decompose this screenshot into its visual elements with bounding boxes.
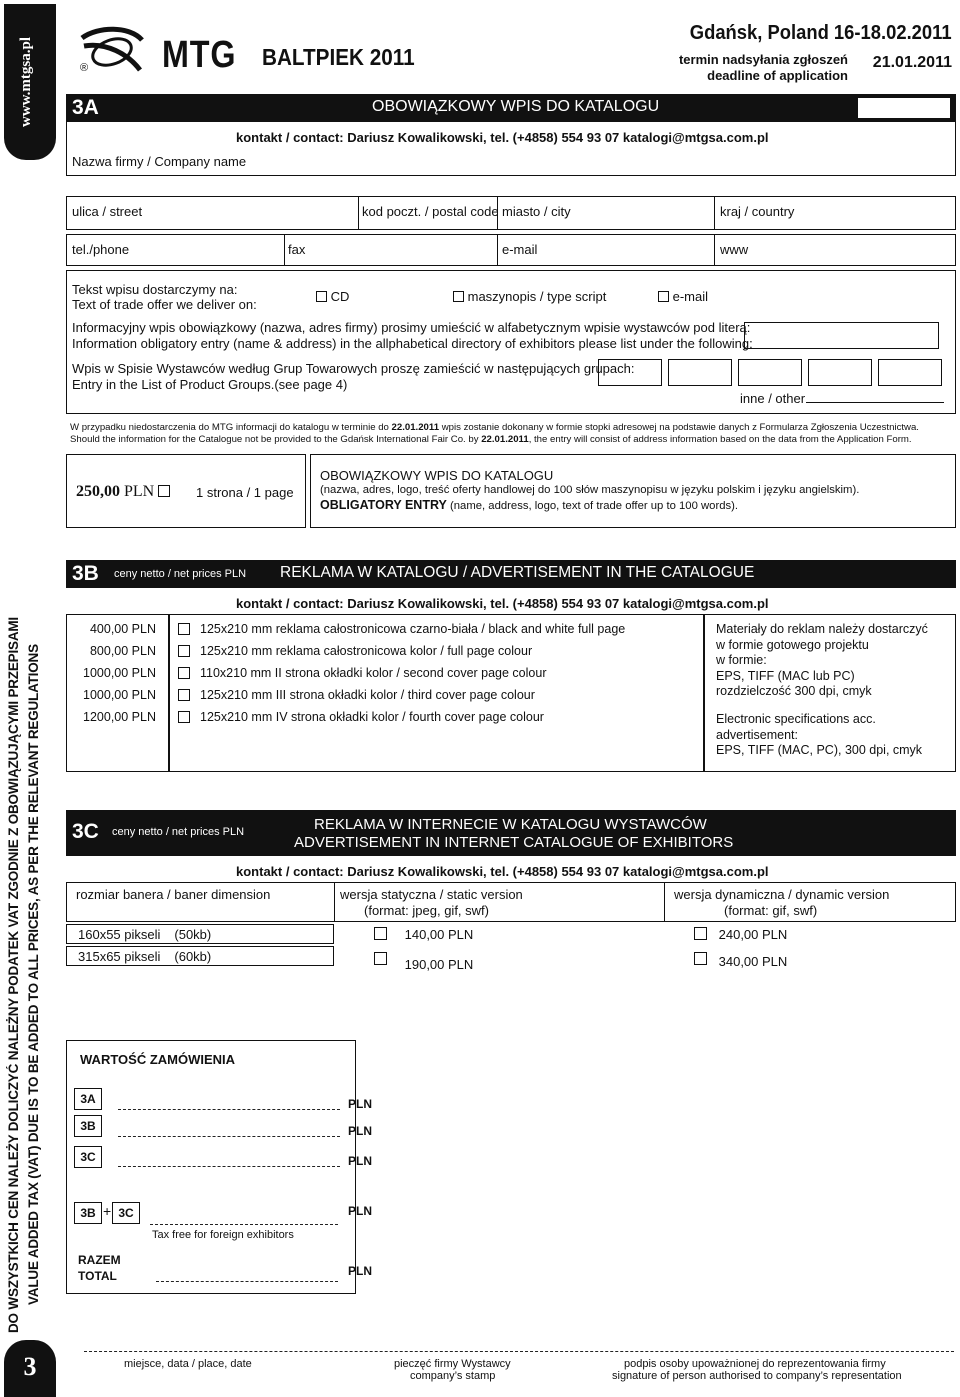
option-email[interactable] [658, 289, 708, 304]
email-option-label: e-mail [672, 289, 709, 304]
materials-en: Electronic specifications acc. advertisement: EPS, TIFF (MAC, PC), 300 dpi, cmyk [716, 712, 923, 757]
tax-free-note: Tax free for foreign exhibitors [152, 1229, 294, 1241]
section-3b-price-note: ceny netto / net prices PLN [114, 568, 247, 580]
sidebar-url: www.mtgsa.pl [18, 37, 34, 128]
sidebar-url-tab [4, 4, 56, 160]
fax-field[interactable]: fax [288, 242, 306, 257]
group-input-3[interactable] [738, 359, 802, 386]
col-dynamic-format: (format: gif, swf) [724, 903, 818, 918]
banner-row-2-static-price: 190,00 PLN [404, 957, 474, 972]
section-3c-contact: kontakt / contact: Dariusz Kowalikowski, tel. (+4858) 554 93 07 katalogi@mtgsa.com.pl [236, 864, 769, 879]
group-input-5[interactable] [878, 359, 942, 386]
obligatory-desc-en: OBLIGATORY ENTRY (name, address, logo, text of trade offer up to 100 words). [320, 498, 739, 512]
obligatory-price-value: 250,00 [76, 483, 120, 500]
order-total-pl: RAZEM [78, 1253, 121, 1267]
phone-field[interactable]: tel./phone [72, 242, 130, 257]
banner-row-2-static[interactable] [374, 952, 474, 972]
section-3c-code: 3C [72, 820, 99, 843]
city-field[interactable]: miasto / city [502, 204, 571, 219]
groups-label-en: Entry in the List of Product Groups.(see page 4) [72, 377, 348, 392]
ad-price: 1000,00 PLN [83, 688, 156, 702]
banner-row-1-dynamic-price: 240,00 PLN [718, 927, 788, 942]
ad-description: 125x210 mm III strona okładki kolor / third cover page colour [200, 688, 535, 702]
order-line-3a-code: 3A [74, 1088, 102, 1110]
email-checkbox[interactable] [658, 291, 669, 302]
registered-mark: ® [80, 62, 89, 74]
option-typescript[interactable] [453, 289, 606, 304]
ad-description: 125x210 mm reklama całostronicowa kolor / full page colour [200, 644, 533, 658]
order-combo-plus: + [103, 1203, 112, 1219]
obligatory-desc-pl: (nazwa, adres, logo, treść oferty handlowej do 100 słów maszynopisu w języku polskim i języku angielskim). [320, 484, 860, 496]
section-3a-bar [66, 94, 956, 122]
other-input-line[interactable] [806, 402, 944, 403]
section-3b-bar [66, 560, 956, 588]
section-3a-contact [236, 130, 769, 145]
order-line-3b-input[interactable] [118, 1136, 340, 1137]
signature-line[interactable] [84, 1351, 954, 1352]
page-number-tab [4, 1340, 56, 1397]
ad-checkbox[interactable] [178, 667, 190, 679]
ad-price: 1000,00 PLN [83, 666, 156, 680]
group-input-4[interactable] [808, 359, 872, 386]
col-size-header: rozmiar banera / baner dimension [76, 887, 271, 902]
option-cd[interactable] [316, 289, 349, 304]
cd-checkbox[interactable] [316, 291, 327, 302]
section-3a-contact-text: kontakt / contact: Dariusz Kowalikowski, tel. (+4858) 554 93 07 katalogi@mtgsa.com.pl [236, 130, 769, 145]
ad-description: 125x210 mm IV strona okładki kolor / fourth cover page colour [200, 710, 544, 724]
order-combo-currency: PLN [348, 1204, 372, 1218]
col-static-header: wersja statyczna / static version [340, 887, 523, 902]
order-line-3b-currency: PLN [348, 1124, 372, 1138]
mtg-logo-swoosh-icon [78, 24, 148, 80]
mtg-logo [78, 24, 238, 80]
section-3c-title-en: ADVERTISEMENT IN INTERNET CATALOGUE OF EXHIBITORS [294, 834, 734, 851]
typescript-label: maszynopis / type script [467, 289, 607, 304]
ad-checkbox[interactable] [178, 645, 190, 657]
place-date-label: miejsce, data / place, date [124, 1358, 252, 1370]
signature-label-en: signature of person authorised to company’s representation [612, 1370, 902, 1382]
catalogue-note-en: Should the information for the Catalogue not be provided to the Gdańsk International Fair Co. by 22.01.2011, the entry will consist of address information based on the data from the Application Form. [70, 434, 912, 445]
postal-code-field[interactable]: kod poczt. / postal code [362, 204, 499, 219]
order-line-3c-currency: PLN [348, 1154, 372, 1168]
company-name-label: Nazwa firmy / Company name [72, 154, 247, 169]
section-3b-title: REKLAMA W KATALOGU / ADVERTISEMENT IN THE CATALOGUE [280, 564, 755, 581]
col-dynamic-header: wersja dynamiczna / dynamic version [674, 887, 890, 902]
order-line-3c-code: 3C [74, 1146, 102, 1168]
street-field[interactable]: ulica / street [72, 204, 143, 219]
ad-description: 110x210 mm II strona okładki kolor / second cover page colour [200, 666, 547, 680]
location-date: Gdańsk, Poland 16-18.02.2011 [690, 22, 952, 44]
banner-row-1-static[interactable] [374, 927, 473, 942]
email-field[interactable]: e-mail [502, 242, 538, 257]
signature-label-pl: podpis osoby upoważnionej do reprezentowania firmy [624, 1358, 886, 1370]
order-combo-3b: 3B [74, 1202, 102, 1224]
group-input-1[interactable] [598, 359, 662, 386]
banner-row-2-dynamic-checkbox[interactable] [694, 952, 707, 965]
letter-input[interactable] [744, 322, 939, 349]
group-input-2[interactable] [668, 359, 732, 386]
ad-price: 1200,00 PLN [83, 710, 156, 724]
page-number: 3 [23, 1352, 37, 1381]
ad-price: 800,00 PLN [89, 644, 156, 658]
banner-row-2-size: 315x65 pikseli (60kb) [78, 949, 212, 964]
banner-row-1-dynamic[interactable] [694, 927, 787, 942]
materials-pl: Materiały do reklam należy dostarczyć w formie gotowego projektu w formie: EPS, TIFF (MAC lub PC) rozdzielczość 300 dpi, cmyk [716, 622, 928, 698]
catalogue-note-pl: W przypadku niedostarczenia do MTG informacji do katalogu w terminie do 22.01.2011 wpis zostanie dokonany w formie stopki adresowej na podstawie danych z Formularza Zgłoszenia Uczestnictwa. [70, 422, 919, 433]
section-3a-white-box [858, 98, 950, 118]
typescript-checkbox[interactable] [453, 291, 464, 302]
order-combo-3c: 3C [112, 1202, 140, 1224]
order-line-3a-currency: PLN [348, 1097, 372, 1111]
ad-checkbox[interactable] [178, 689, 190, 701]
obligatory-title: OBOWIĄZKOWY WPIS DO KATALOGU [320, 468, 554, 483]
obligatory-pages: 1 strona / 1 page [196, 485, 294, 500]
ad-checkbox[interactable] [178, 711, 190, 723]
banner-row-2-dynamic[interactable] [694, 952, 787, 967]
ad-checkbox[interactable] [178, 623, 190, 635]
order-value-title: WARTOŚĆ ZAMÓWIENIA [80, 1052, 236, 1067]
order-line-3c-input[interactable] [118, 1166, 340, 1167]
vat-note-en: VALUE ADDED TAX (VAT) DUE IS TO BE ADDED TO ALL PRICES, AS PER THE RELEVANT REGULATIONS [26, 644, 41, 1306]
section-3c-bar [66, 810, 956, 856]
banner-row-1-dynamic-checkbox[interactable] [694, 927, 707, 940]
event-title: BALTPIEK 2011 [262, 44, 415, 70]
banner-row-1-static-price: 140,00 PLN [404, 927, 474, 942]
info-label-en: Information obligatory entry (name & address) in the allphabetical directory of exhibitors please list under the following: [72, 336, 753, 351]
ad-price: 400,00 PLN [89, 622, 156, 636]
order-total-en: TOTAL [78, 1269, 117, 1283]
banner-row-1-size: 160x55 pikseli (50kb) [78, 927, 212, 942]
section-3c-price-note: ceny netto / net prices PLN [112, 826, 245, 838]
obligatory-price-currency: PLN [124, 483, 155, 500]
banner-row-1-static-checkbox[interactable] [374, 927, 387, 940]
other-label: inne / other [740, 391, 806, 406]
stamp-label-en: company’s stamp [410, 1370, 496, 1382]
deadline-date: 21.01.2011 [872, 54, 952, 71]
col-static-format: (format: jpeg, gif, swf) [364, 903, 489, 918]
www-field[interactable]: www [720, 242, 749, 257]
section-3b-contact: kontakt / contact: Dariusz Kowalikowski, tel. (+4858) 554 93 07 katalogi@mtgsa.com.pl [236, 596, 769, 611]
deliver-label-pl: Tekst wpisu dostarczymy na: [72, 282, 238, 297]
order-combo-input[interactable] [150, 1224, 338, 1225]
groups-label-pl: Wpis w Spisie Wystawców według Grup Towarowych proszę zamieścić w następujących grupach: [72, 361, 635, 376]
order-line-3b-code: 3B [74, 1115, 102, 1137]
country-field[interactable]: kraj / country [720, 204, 795, 219]
obligatory-checkbox[interactable] [158, 485, 170, 497]
stamp-label-pl: pieczęć firmy Wystawcy [394, 1358, 511, 1370]
section-3a-title: OBOWIĄZKOWY WPIS DO KATALOGU [372, 98, 660, 115]
deadline-label-pl: termin nadsyłania zgłoszeń [678, 52, 848, 67]
order-total-currency: PLN [348, 1264, 372, 1278]
ad-description: 125x210 mm reklama całostronicowa czarno-biała / black and white full page [200, 622, 626, 636]
logo-text: MTG [162, 34, 237, 76]
banner-row-2-dynamic-price: 340,00 PLN [718, 954, 788, 969]
deadline-label-en: deadline of application [707, 68, 848, 83]
order-line-3a-input[interactable] [118, 1109, 340, 1110]
deliver-label-en: Text of trade offer we deliver on: [72, 297, 257, 312]
info-label-pl: Informacyjny wpis obowiązkowy (nazwa, adres firmy) prosimy umieścić w alfabetycznym wpisie wystawców pod literą: [72, 320, 751, 335]
banner-row-2-static-checkbox[interactable] [374, 952, 387, 965]
section-3c-title-pl: REKLAMA W INTERNECIE W KATALOGU WYSTAWCÓW [314, 816, 707, 833]
order-total-input[interactable] [156, 1281, 338, 1282]
vat-note-pl: DO WSZYSTKICH CEN NALEŻY DOLICZYĆ NALEŻNY PODATEK VAT ZGODNIE Z OBOWIĄZUJĄCYMI PRZEPISAMI [6, 617, 21, 1333]
section-3a-code: 3A [72, 96, 99, 119]
obligatory-price [76, 483, 170, 501]
section-3b-code: 3B [72, 562, 99, 585]
cd-label: CD [330, 289, 350, 304]
